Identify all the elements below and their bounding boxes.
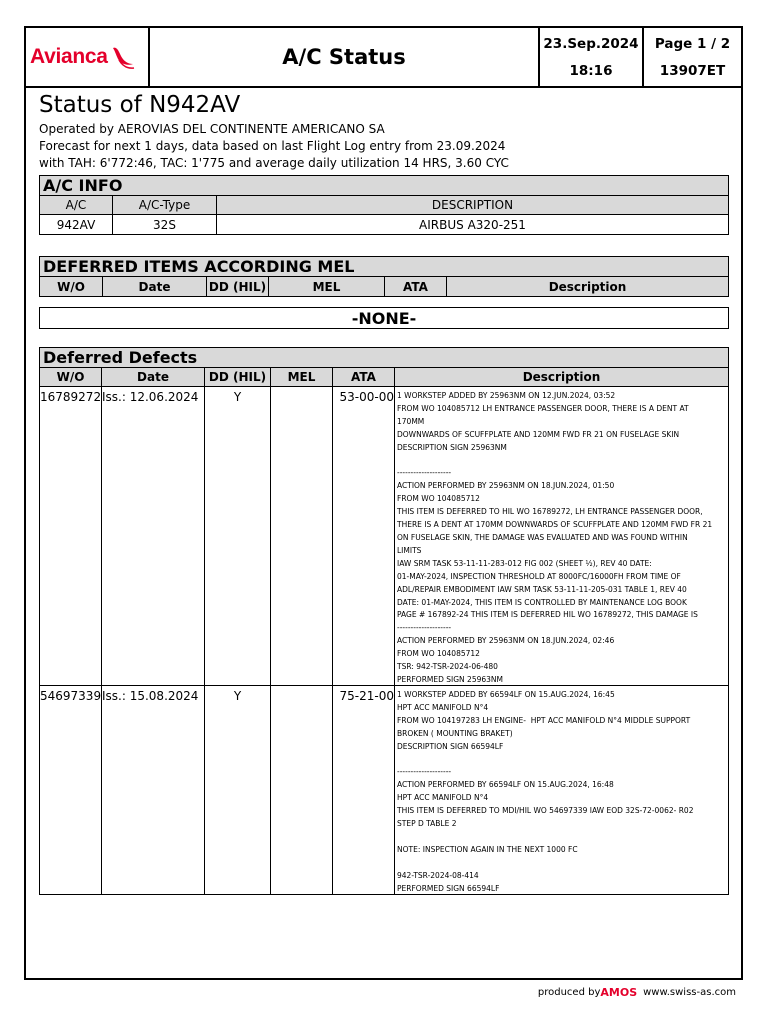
avianca-logo: Avianca [30,45,108,68]
defects-header-row [40,368,728,387]
defect-dd: Y [205,686,271,894]
ac-info-header-row [40,196,728,215]
date-time-cell [540,28,644,86]
ac-info-col-type: A/C-Type [113,196,217,214]
defect-wo: 16789272 [40,387,102,685]
logo-cell [26,28,150,86]
mel-col-date: Date [103,277,207,296]
ac-info-type: 32S [113,215,217,234]
status-utilization: with TAH: 6'772:46, TAC: 1'775 and average daily utilization 14 HRS, 3.60 CYC [39,156,509,170]
defect-mel [271,387,333,685]
defects-col-dd: DD (HIL) [205,368,271,386]
status-forecast: Forecast for next 1 days, data based on last Flight Log entry from 23.09.2024 [39,139,506,153]
table-row [40,686,728,894]
ac-info-col-description: DESCRIPTION [431,198,514,212]
mel-col-ata: ATA [385,277,447,296]
defect-description: 1 WORKSTEP ADDED BY 25963NM ON 12.JUN.2024, 03:52 FROM WO 104085712 LH ENTRANCE PASSENGER DOOR, THERE IS A DENT AT 170MM DOWNWARDS OF SCUFFPLATE AND 120MM FWD FR 21 ON FUSELAGE SKIN DESCRIPTION SIGN 25963NM -------------------- ACTION PERFORMED BY 25963NM ON 18.JUN.2024, 01:50 FROM WO 104085712 THIS ITEM IS DEFERRED TO HIL WO 16789272, LH ENTRANCE PASSENGER DOOR, THERE IS A DENT AT 170MM DOWNWARDS OF SCUFFPLATE AND 120MM FWD FR 21 ON FUSELAGE SKIN, THE DAMAGE WAS EVALUATED AND WAS FOUND WITHIN LIMITS IAW SRM TASK 53-11-11-283-012 FIG 002 (SHEET ½), REV 40 DATE: 01-MAY-2024, INSPECTION THRESHOLD AT 8000FC/16000FH FROM TIME OF ADL/REPAIR EMBODIMENT IAW SRM TASK 53-11-11-205-031 TABLE 1, REV 40 DATE: 01-MAY-2024, THIS ITEM IS CONTROLLED BY MAINTENANCE LOG BOOK PAGE # 167892-24 THIS ITEM IS DEFERRED HIL WO 16789272, THIS DAMAGE IS -------------------- ACTION PERFORMED BY 25963NM ON 18.JUN.2024, 02:46 FROM WO 104085712 TSR: 942-TSR-2024-06-480 PERFORMED SIGN 25963NM [397,391,713,684]
footer-produced-by: produced by [537,987,601,998]
defects-col-mel: MEL [271,368,333,386]
deferred-defects-section [39,347,729,895]
mel-items-header-row [40,277,728,296]
defects-col-date: Date [102,368,205,386]
defects-title: Deferred Defects [40,348,728,368]
defect-wo: 54697339 [40,686,102,894]
mel-col-dd: DD (HIL) [207,277,269,296]
avianca-bird-icon [109,42,135,72]
table-row [40,387,728,686]
ac-info-description: AIRBUS A320-251 [419,217,526,232]
document-title: A/C Status [150,28,540,86]
defect-ata: 53-00-00 [333,387,395,685]
status-operator: Operated by AEROVIAS DEL CONTINENTE AMERICANO SA [39,122,385,136]
ac-info-col-ac: A/C [40,196,113,214]
defect-date: Iss.: 12.06.2024 [102,387,205,685]
defect-dd: Y [205,387,271,685]
page-number: Page 1 / 2 [654,35,731,52]
report-code: 13907ET [659,62,726,79]
defect-date: Iss.: 15.08.2024 [102,686,205,894]
defects-col-description: Description [522,370,601,384]
ac-info-section [39,175,729,235]
page-cell [644,28,741,86]
defect-description: 1 WORKSTEP ADDED BY 66594LF ON 15.AUG.2024, 16:45 HPT ACC MANIFOLD N°4 FROM WO 104197283 LH ENGINE- HPT ACC MANIFOLD N°4 MIDDLE SUPPORT BROKEN ( MOUNTING BRAKET) DESCRIPTION SIGN 66594LF -------------------- ACTION PERFORMED BY 66594LF ON 15.AUG.2024, 16:48 HPT ACC MANIFOLD N°4 THIS ITEM IS DEFERRED TO MDI/HIL WO 54697339 IAW EOD 32S-72-0062- R02 STEP D TABLE 2 NOTE: INSPECTION AGAIN IN THE NEXT 1000 FC 942-TSR-2024-08-414 PERFORMED SIGN 66594LF [397,690,694,893]
report-date: 23.Sep.2024 [543,35,639,52]
defects-col-ata: ATA [333,368,395,386]
mel-items-title: DEFERRED ITEMS ACCORDING MEL [40,257,728,277]
report-time: 18:16 [569,62,613,79]
mel-none-indicator: -NONE- [39,307,729,329]
ac-info-row [40,215,728,234]
document-header [24,26,743,88]
ac-info-ac: 942AV [40,215,113,234]
amos-logo: AMOS [600,986,638,999]
defect-mel [271,686,333,894]
ac-info-title: A/C INFO [40,176,728,196]
mel-items-section [39,256,729,297]
footer [538,986,736,999]
mel-col-wo: W/O [40,277,103,296]
mel-col-description: Description [548,279,627,294]
footer-url[interactable]: www.swiss-as.com [643,987,736,998]
mel-col-mel: MEL [269,277,385,296]
defects-col-wo: W/O [40,368,102,386]
defect-ata: 75-21-00 [333,686,395,894]
status-title: Status of N942AV [39,92,241,118]
